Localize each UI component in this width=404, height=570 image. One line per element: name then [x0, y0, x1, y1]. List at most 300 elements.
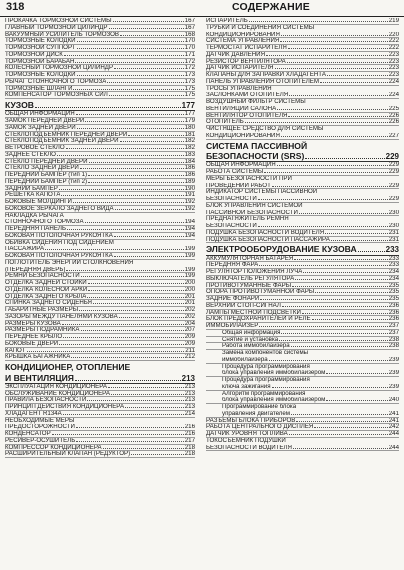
toc-page-number: 231 [388, 236, 399, 243]
toc-entry-title: ИСПАРИТЕЛЬ [206, 18, 248, 24]
dot-leader [52, 434, 184, 435]
dot-leader [81, 330, 184, 331]
page-number: 318 [6, 1, 25, 13]
toc-entry[interactable] [206, 183, 399, 190]
toc-entry[interactable] [206, 289, 399, 296]
toc-section-heading[interactable] [5, 101, 195, 111]
toc-entry[interactable] [206, 86, 399, 93]
toc-entry-title: БЛОК ПРЕДОХРАНИТЕЛЕЙ И РЕЛЕ [206, 316, 311, 323]
dot-leader [280, 41, 387, 42]
toc-entry-title: СПИНКА ЗАДНЕГО СИДЕНЬЯ [5, 300, 92, 307]
toc-entry[interactable] [206, 418, 399, 425]
toc-entry-title: Работа иммобилайзера [222, 343, 290, 350]
dot-leader [326, 400, 387, 401]
toc-section-heading[interactable] [206, 245, 399, 255]
toc-entry-title: ХЛАДАГЕНТ R134A [5, 410, 62, 417]
toc-entry-title: ПОГЛОТИТЕЛЬ ЭНЕРГИИ СТОЛКНОВЕНИЯ [5, 259, 134, 266]
toc-entry-title: ПАССИВНОЙ БЕЗОПАСНОСТИ [206, 209, 298, 216]
toc-entry[interactable] [5, 152, 195, 159]
toc-entry-title: ПРОКАЧКА ТОРМОЗНОЙ СИСТЕМЫ [5, 18, 112, 24]
toc-entry[interactable] [5, 260, 195, 267]
toc-entry[interactable] [206, 92, 399, 99]
toc-entry-title: ЗАМОК ПЕРЕДНЕЙ ДВЕРИ [5, 118, 85, 125]
toc-entry[interactable] [5, 280, 195, 287]
toc-section-heading[interactable] [5, 374, 195, 384]
toc-page-number: 183 [184, 151, 195, 158]
toc-entry-title: Алгоритм программирования [222, 390, 306, 397]
toc-page-number: 213 [184, 390, 195, 397]
toc-entry[interactable] [5, 206, 195, 213]
toc-entry-title: КОНДИЦИОНИРОВАНИЯ [206, 31, 280, 38]
dot-leader [281, 136, 388, 137]
toc-entry[interactable] [5, 59, 195, 66]
dot-leader [107, 82, 183, 83]
dot-leader [281, 35, 388, 36]
toc-page-number: 237 [388, 329, 399, 336]
dot-leader [258, 226, 388, 227]
toc-entry[interactable] [206, 203, 399, 210]
toc-entry[interactable] [5, 233, 195, 240]
toc-entry-title: ПРЕДНАТЯЖИТЕЛЬ РЕМНЯ [206, 216, 289, 223]
toc-page-number: 223 [388, 72, 399, 78]
toc-entry[interactable] [206, 106, 399, 113]
toc-page-number: 199 [184, 253, 195, 260]
toc-entry[interactable] [5, 159, 195, 166]
toc-entry[interactable] [206, 377, 399, 384]
toc-entry[interactable] [206, 162, 399, 169]
toc-entry[interactable] [206, 283, 399, 290]
toc-entry[interactable] [206, 411, 399, 418]
toc-entry[interactable] [5, 219, 195, 226]
toc-entry[interactable] [206, 32, 399, 39]
toc-entry[interactable] [206, 52, 399, 59]
toc-page-number: 209 [184, 340, 195, 347]
dot-leader [66, 148, 184, 149]
toc-entry[interactable] [5, 424, 195, 431]
toc-entry[interactable] [5, 294, 195, 301]
toc-entry[interactable] [206, 323, 399, 330]
toc-page-number: 238 [388, 343, 399, 350]
toc-entry[interactable] [5, 348, 195, 355]
toc-entry-title: (ПЕРЕДНЯЯ ДВЕРЬ) [5, 266, 66, 273]
toc-entry[interactable] [5, 431, 195, 438]
toc-entry[interactable] [206, 397, 399, 404]
toc-entry[interactable] [206, 391, 399, 398]
toc-entry-title: ПАССАЖИРА [5, 246, 45, 253]
dot-leader [57, 155, 184, 156]
toc-entry[interactable] [5, 132, 195, 139]
toc-entry[interactable] [5, 327, 195, 334]
toc-entry[interactable] [5, 52, 195, 59]
toc-entry[interactable] [5, 192, 195, 199]
dot-leader [108, 387, 184, 388]
toc-entry[interactable] [5, 86, 195, 93]
toc-entry-title: КАПОТ [5, 347, 26, 354]
toc-entry-title: РАЗМЕРЫ КУЗОВА [5, 320, 61, 327]
toc-page-number: 170 [184, 45, 195, 51]
page-header [0, 0, 404, 17]
toc-page-number: 213 [181, 373, 195, 383]
dot-leader [45, 249, 184, 250]
toc-entry[interactable] [5, 38, 195, 45]
toc-page-number: 223 [388, 58, 399, 65]
dot-leader [314, 427, 387, 428]
toc-page-number: 200 [184, 286, 195, 293]
toc-entry[interactable] [206, 303, 399, 310]
toc-entry-title: КОНДЕНСАТОР [5, 431, 51, 438]
dot-leader [275, 68, 388, 69]
toc-page-number: 194 [184, 232, 195, 239]
toc-entry[interactable] [206, 330, 399, 337]
toc-entry[interactable] [206, 119, 399, 126]
toc-entry[interactable] [206, 216, 399, 223]
toc-entry[interactable] [206, 230, 399, 237]
toc-entry-title: РАЗЪЕМЫ БЛОКА ПРИБОРОВ [206, 417, 296, 424]
dot-leader [295, 279, 388, 280]
toc-page-number: 216 [184, 424, 195, 431]
toc-entry[interactable] [206, 133, 399, 140]
toc-entry[interactable] [5, 18, 195, 25]
toc-entry[interactable] [5, 240, 195, 247]
toc-entry-title: Снятие и установка [222, 336, 279, 343]
toc-entry-title: РЕШЕТКА КАПОТА [5, 192, 61, 199]
dot-leader [35, 107, 181, 108]
toc-entry[interactable] [5, 186, 195, 193]
toc-page-number: 239 [388, 356, 399, 363]
toc-entry-title: ТОРМОЗНОЙ ДИСК [5, 51, 63, 58]
toc-entry[interactable] [5, 384, 195, 391]
toc-entry[interactable] [206, 113, 399, 120]
toc-entry-title: ТРОСЫ УПРАВЛЕНИЯ [206, 85, 272, 92]
toc-entry[interactable] [5, 118, 195, 125]
toc-entry[interactable] [5, 341, 195, 348]
toc-entry[interactable] [206, 237, 399, 244]
dot-leader [305, 158, 384, 159]
toc-page-number: 226 [388, 112, 399, 119]
toc-entry[interactable] [206, 65, 399, 72]
dot-leader [331, 240, 388, 241]
dot-leader [77, 128, 184, 129]
dot-leader [264, 172, 387, 173]
toc-entry-title: ОБИВКА СИДЕНИЯ ПОД СИДЕНИЕМ [5, 239, 114, 246]
toc-entry[interactable] [5, 438, 195, 445]
toc-entry[interactable] [206, 431, 399, 438]
toc-entry[interactable] [5, 391, 195, 398]
toc-entry[interactable] [206, 176, 399, 183]
toc-entry[interactable] [206, 169, 399, 176]
toc-entry-title: ДАТЧИК ДАВЛЕНИЯ [206, 51, 266, 58]
toc-page-number: 224 [388, 92, 399, 99]
toc-entry[interactable] [206, 18, 399, 25]
toc-page-number: 173 [184, 78, 195, 85]
toc-entry[interactable] [206, 404, 399, 411]
toc-entry-title: ТОКОСЪЕМНИК ПОДУШКИ [206, 437, 286, 444]
toc-entry-title: СТЕКЛО ЗАДНЕЙ ДВЕРИ [5, 165, 79, 172]
toc-entry-title: ВЕТРОВОЕ СТЕКЛО [5, 145, 65, 152]
toc-page-number: 175 [184, 85, 195, 92]
toc-page-number: 182 [184, 145, 195, 152]
toc-entry[interactable] [206, 262, 399, 269]
dot-leader [289, 95, 388, 96]
toc-entry-title: ДАТЧИК УРОВНЯ ТОПЛИВА [206, 431, 288, 438]
toc-entry-title: ТОРМОЗНЫЕ КОЛОДКИ [5, 72, 76, 78]
dot-leader [320, 82, 388, 83]
toc-page-number: 184 [184, 158, 195, 165]
toc-page-number: 167 [184, 18, 195, 24]
toc-entry[interactable] [5, 213, 195, 220]
toc-entry[interactable] [5, 321, 195, 328]
dot-leader [63, 337, 184, 338]
toc-entry[interactable] [206, 370, 399, 377]
toc-entry[interactable] [206, 276, 399, 283]
toc-entry[interactable] [5, 125, 195, 132]
toc-entry[interactable] [206, 269, 399, 276]
toc-page-number: 172 [184, 65, 195, 72]
toc-entry[interactable] [206, 196, 399, 203]
toc-entry[interactable] [5, 25, 195, 32]
toc-entry-title: ВЕНТИЛЯЦИИ САЛОНА [206, 105, 277, 112]
dot-leader [88, 290, 183, 291]
toc-entry[interactable] [206, 45, 399, 52]
toc-entry[interactable] [5, 411, 195, 418]
toc-entry[interactable] [206, 126, 399, 133]
toc-page-number: 236 [388, 316, 399, 323]
toc-entry[interactable] [5, 179, 195, 186]
dot-leader [71, 357, 183, 358]
toc-entry[interactable] [5, 79, 195, 86]
toc-entry-title: КОМПРЕССОР КОНДИЦИОНЕРА [5, 444, 102, 451]
toc-entry[interactable] [5, 138, 195, 145]
dot-leader [77, 41, 184, 42]
toc-entry[interactable] [5, 287, 195, 294]
toc-entry-title: КРЫШКА БАГАЖНИКА [5, 354, 71, 361]
toc-entry[interactable] [206, 210, 399, 217]
toc-page-number: 235 [388, 282, 399, 289]
toc-entry[interactable] [206, 350, 399, 357]
toc-page-number: 216 [184, 431, 195, 438]
toc-entry-title: РЕЗИСТОР ВЕНТИЛЯТОРА [206, 58, 286, 65]
toc-page-number: 201 [184, 300, 195, 307]
dot-leader [66, 270, 183, 271]
toc-page-number: 230 [388, 223, 399, 230]
toc-entry[interactable] [5, 404, 195, 411]
toc-page-number: 241 [388, 417, 399, 424]
toc-entry[interactable] [206, 337, 399, 344]
toc-page-number: 194 [184, 226, 195, 233]
toc-entry[interactable] [5, 334, 195, 341]
dot-leader [111, 394, 184, 395]
toc-entry-title: управления двигателем [222, 410, 291, 417]
dot-leader [282, 306, 388, 307]
toc-entry-title: ДАТЧИК ИСПАРИТЕЛЯ [206, 65, 274, 72]
toc-entry[interactable] [206, 189, 399, 196]
toc-entry[interactable] [5, 354, 195, 361]
toc-page-number: 242 [388, 424, 399, 431]
toc-entry-title: АККУМУЛЯТОРНАЯ БАТАРЕЯ [206, 255, 294, 262]
dot-leader [85, 222, 184, 223]
toc-entry-title: ОТОПИТЕЛЬ [206, 119, 244, 126]
toc-entry-title: РЕГУЛЯТОР ПОЛОЖЕНИЯ ЛУЧА [206, 269, 303, 276]
toc-entry-title: РЫЧАГ СТОЯНОЧНОГО ТОРМОЗА [5, 78, 107, 85]
toc-entry-title: ОБЩАЯ ИНФОРМАЦИЯ [5, 111, 75, 118]
dot-leader [272, 186, 388, 187]
toc-page-number: 229 [388, 169, 399, 176]
toc-entry[interactable] [206, 25, 399, 32]
toc-entry[interactable] [5, 300, 195, 307]
toc-entry[interactable] [5, 418, 195, 425]
toc-entry[interactable] [206, 59, 399, 66]
toc-entry-title: МЕРЫ БЕЗОПАСНОСТИ ПРИ [206, 175, 292, 182]
toc-section-heading[interactable] [206, 142, 399, 150]
toc-entry[interactable] [206, 99, 399, 106]
toc-entry[interactable] [5, 246, 195, 253]
toc-entry[interactable] [5, 172, 195, 179]
toc-entry[interactable] [5, 45, 195, 52]
dot-leader [302, 313, 388, 314]
toc-entry[interactable] [206, 445, 399, 452]
toc-page-number: 200 [184, 280, 195, 287]
toc-entry[interactable] [5, 273, 195, 280]
toc-entry[interactable] [206, 357, 399, 364]
dot-leader [88, 182, 184, 183]
toc-entry[interactable] [5, 165, 195, 172]
dot-leader [272, 387, 388, 388]
dot-leader [289, 434, 388, 435]
toc-entry-title: ПЕРЕДНЯЯ ПАНЕЛЬ [5, 226, 66, 233]
dot-leader [77, 75, 184, 76]
toc-entry[interactable] [206, 384, 399, 391]
toc-entry[interactable] [206, 223, 399, 230]
toc-page-number: 201 [184, 293, 195, 300]
toc-section-heading[interactable] [5, 363, 195, 371]
dot-leader [358, 251, 385, 252]
toc-page-number: 194 [184, 219, 195, 226]
toc-page-number: 213 [184, 397, 195, 404]
toc-entry[interactable] [5, 253, 195, 260]
toc-entry[interactable] [5, 65, 195, 72]
dot-leader [73, 202, 184, 203]
dot-leader [277, 165, 388, 166]
toc-entry-title: ВЕНТИЛЯТОР ОТОПИТЕЛЯ [206, 112, 288, 119]
toc-entry-title: ТЕРМОСТАТ ИСПАРИТЕЛЯ [206, 45, 287, 51]
toc-page-number: 189 [184, 178, 195, 185]
toc-page-number: 186 [184, 165, 195, 172]
toc-entry[interactable] [5, 445, 195, 452]
toc-entry[interactable] [206, 424, 399, 431]
toc-entry-title: ЭКСПЛУАТАЦИЯ КОНДИЦИОНЕРА [5, 383, 107, 390]
toc-entry-title: ТОРМОЗНЫЕ КОЛОДКИ [5, 38, 76, 45]
dot-leader [296, 421, 387, 422]
toc-entry-title: ВАКУУМНЫЙ УСИЛИТЕЛЬ ТОРМОЗОВ [5, 31, 120, 38]
dot-leader [120, 141, 184, 142]
toc-entry[interactable] [206, 79, 399, 86]
toc-entry[interactable] [5, 397, 195, 404]
toc-entry[interactable] [5, 226, 195, 233]
toc-entry-title: ВОЗДУШНЫЙ ФИЛЬТР СИСТЕМЫ [206, 99, 306, 105]
dot-leader [260, 299, 387, 300]
toc-entry-title: ОТДЕЛКА КОЛЕСНОЙ АРКИ [5, 286, 88, 293]
toc-page-number: 177 [184, 111, 195, 118]
toc-entry-title: ОТДЕЛКА ЗАДНЕЙ СТОЙКИ [5, 280, 87, 287]
toc-entry[interactable] [206, 38, 399, 45]
toc-entry[interactable] [5, 72, 195, 79]
page-title: СОДЕРЖАНИЕ [232, 1, 310, 13]
toc-entry-title: РАЗМЕРЫ ПОДРАМНИКА [5, 327, 80, 334]
toc-entry-title: СТОЯНОЧНОГО ТОРМОЗА [5, 219, 84, 226]
toc-entry-title: ОТДЕЛКА ЗАДНЕГО КРЫЛА [5, 293, 87, 300]
toc-entry-title: СТЕКЛОПОДЪЕМНИК ПЕРЕДНЕЙ ДВЕРИ [5, 131, 128, 138]
dot-leader [292, 286, 388, 287]
toc-page-number: 179 [184, 118, 195, 125]
toc-entry[interactable] [206, 364, 399, 371]
toc-entry-title: НАКЛАДКА РЫЧАГА [5, 212, 64, 219]
toc-entry-title: ЛАМПЫ МЕСТНОЙ ПОДСВЕТКИ [206, 309, 301, 316]
toc-entry[interactable] [5, 451, 195, 458]
toc-page-number: 222 [388, 38, 399, 45]
dot-leader [67, 229, 184, 230]
toc-entry-title: ТОРМОЗНОЙ БАРАБАН [5, 58, 75, 65]
toc-entry[interactable] [206, 316, 399, 323]
dot-leader [125, 407, 184, 408]
toc-entry-title: ВЕРХНИЙ СТОП-СИГНАЛ [206, 302, 281, 309]
toc-page-number: 241 [388, 410, 399, 417]
toc-page-number: 217 [184, 437, 195, 444]
dot-leader [88, 283, 184, 284]
toc-entry[interactable] [206, 256, 399, 263]
dot-leader [76, 441, 184, 442]
toc-section-heading[interactable] [206, 152, 399, 162]
toc-entry-title: ГАБАРИТНЫЕ РАЗМЕРЫ [5, 307, 79, 314]
dot-leader [80, 168, 184, 169]
toc-entry-title: ЭЛЕКТРООБОРУДОВАНИЕ КУЗОВА [206, 244, 357, 255]
toc-entry[interactable] [206, 296, 399, 303]
toc-entry[interactable] [5, 92, 195, 99]
toc-page-number: 244 [388, 431, 399, 438]
dot-leader [76, 114, 184, 115]
toc-page-number: 233 [388, 262, 399, 269]
dot-leader [77, 48, 184, 49]
toc-entry[interactable] [5, 267, 195, 274]
toc-entry[interactable] [5, 314, 195, 321]
toc-entry[interactable] [5, 307, 195, 314]
toc-page-number: 212 [184, 354, 195, 361]
toc-page-number: 229 [388, 196, 399, 203]
dot-leader [120, 35, 184, 36]
toc-entry[interactable] [206, 343, 399, 350]
toc-entry[interactable] [206, 310, 399, 317]
dot-leader [327, 75, 388, 76]
toc-entry-title: ПАНЕЛЬ УПРАВЛЕНИЯ ОТОПИТЕЛЕМ [206, 78, 319, 85]
toc-left-column [5, 18, 195, 566]
toc-entry-title: ОБСЛУЖИВАНИЕ КОНДИЦИОНЕРА [5, 390, 110, 397]
toc-entry-title: БОКОВЫЕ ДВЕРИ [5, 340, 59, 347]
toc-entry-title: БОКОВЫЕ МОЛДИНГИ [5, 199, 72, 206]
toc-entry-title: РЕСИВЕР-ОСУШИТЕЛЬ [5, 437, 76, 444]
toc-entry[interactable] [206, 72, 399, 79]
toc-entry-title: иммобилайзера [222, 356, 268, 363]
toc-entry[interactable] [5, 32, 195, 39]
toc-entry[interactable] [206, 438, 399, 445]
toc-entry[interactable] [5, 111, 195, 118]
toc-entry[interactable] [5, 145, 195, 152]
toc-entry-title: РАСШИРИТЕЛЬНЫЙ КЛАПАН (РЕДУКТОР) [5, 451, 131, 458]
toc-page-number: 239 [388, 370, 399, 377]
dot-leader [281, 333, 387, 334]
toc-entry-title: ПЕРЕДНИЙ БАМПЕР (тип 1) [5, 172, 88, 179]
toc-entry[interactable] [5, 199, 195, 206]
toc-page-number: 229 [388, 162, 399, 169]
toc-entry-title: ПОДУШКА БЕЗОПАСНОСТИ ПАССАЖИРА [206, 236, 330, 243]
